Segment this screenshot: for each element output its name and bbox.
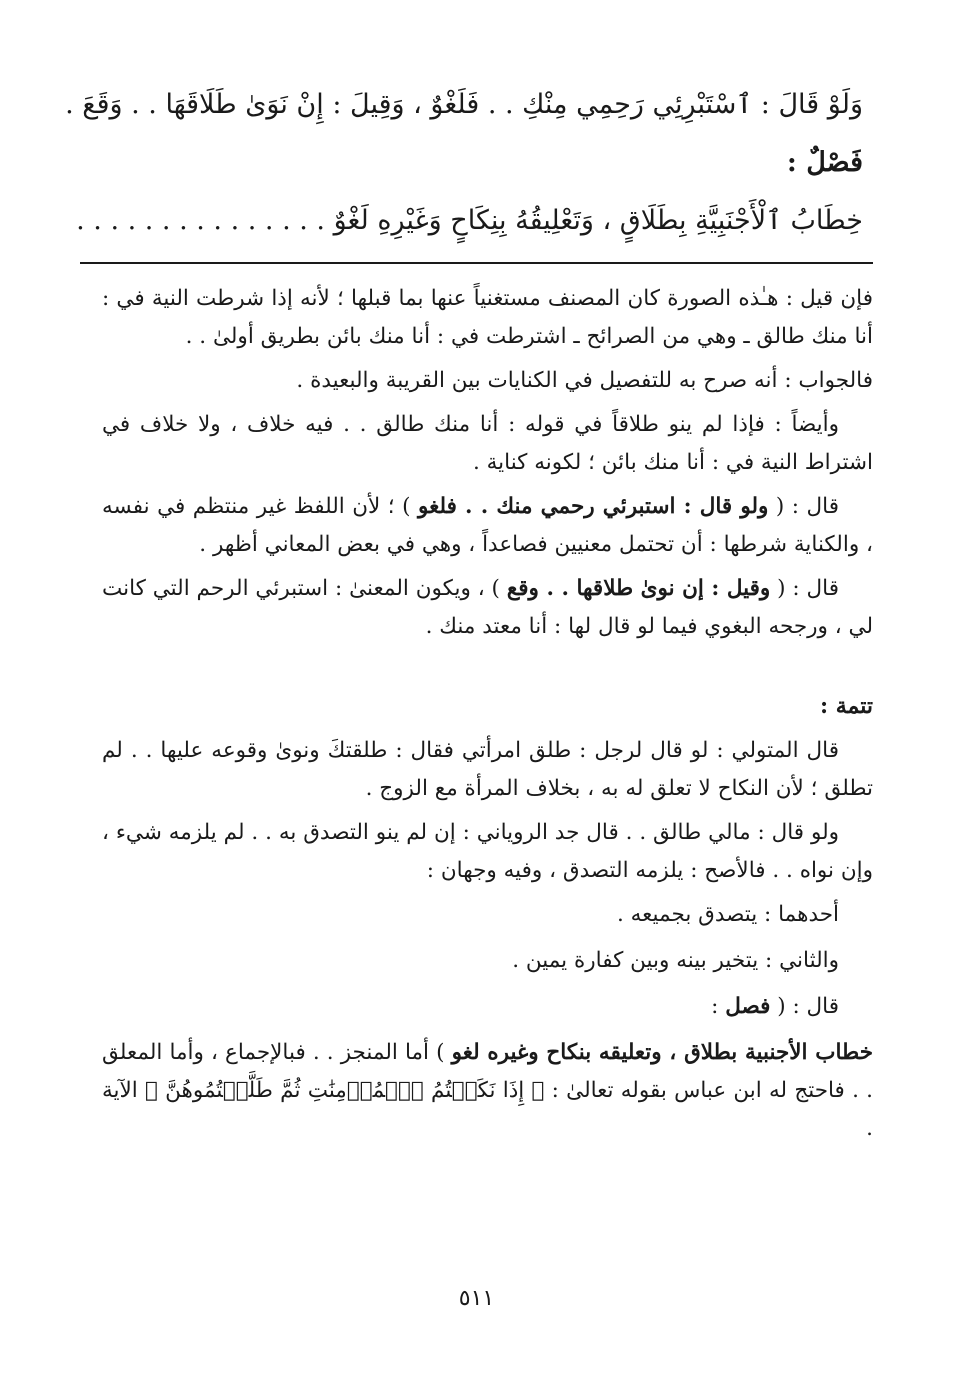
qala-prefix: قال : ( [777, 994, 839, 1019]
commentary-text: ) ؛ لأن اللفظ غير منتظم في نفسه ، والكناية شرطها : أن تحتمل معنيين فصاعداً ، وهي في بعض المعاني أظهر . [102, 494, 873, 557]
paragraph-answer: فالجواب : أنه صرح به للتفصيل في الكنايات بين القريبة والبعيدة . [296, 368, 873, 393]
paragraph-first-view: أحدهما : يتصدق بجميعه . [616, 902, 839, 927]
section-divider [80, 262, 873, 264]
matn-section [65, 76, 863, 250]
matn-line-3: خِطَابُ ٱلْأَجْنَبِيَّةِ بِطَلَاقٍ ، وَتَعْلِيقُهُ بِنِكَاحٍ وَغَيْرِهِ لَغْوٌ . . . . . . . . . . . . . . . [76, 205, 863, 236]
tatimma-heading: تتمة : [819, 693, 873, 719]
commentary-text: ) ، ويكون المعنىٰ : استبرئي الرحم التي كانت لي ، ورجحه البغوي فيما لو قال لها : أنا معتد منك . [102, 576, 873, 639]
matn-fasl-heading: فَصْلٌ : [786, 147, 863, 178]
quoted-matn: خطاب الأجنبية بطلاق ، وتعليقه بنكاح وغيره لغو [451, 1040, 873, 1065]
paragraph-question: فإن قيل : هـٰذه الصورة كان المصنف مستغنياً عنها بما قبلها ؛ لأنه إذا شرطت النية في : أنا منك طالق ـ وهي من الصرائح ـ اشترطت في : أنا منك بائن بطريق أولىٰ . . [102, 286, 873, 349]
paragraph-qala-2 [102, 570, 873, 646]
page-number: ٥١١ [458, 1286, 495, 1311]
commentary-text: ) أما المنجز . . فبالإجماع ، وأما المعلق . . فاحتج له ابن عباس بقوله تعالىٰ : ﴿ إِذَا نَكَحۡتُمُ ٱلۡمُؤۡمِنَٰتِ ثُمَّ طَلَّقۡتُمُوهُنَّ ﴾ الآية . [102, 1040, 873, 1141]
quoted-matn: فصل [725, 994, 771, 1019]
sharh-section [102, 280, 873, 1154]
paragraph-mali-taliq: ولو قال : مالي طالق . . قال جد الروياني : إن لم ينو التصدق به . . لم يلزمه شيء ، وإن نواه . . فالأصح : يلزمه التصدق ، وفيه وجهان : [102, 820, 873, 883]
paragraph-second-view: والثاني : يتخير بينه وبين كفارة يمين . [512, 948, 839, 973]
qala-prefix: قال : ( [775, 494, 840, 519]
paragraph-khitab [102, 1034, 873, 1148]
paragraph-qala-1 [102, 488, 873, 564]
commentary-text: : [711, 994, 719, 1019]
paragraph-also: وأيضاً : فإذا لم ينو طلاقاً في قوله : أنا منك طالق . . فيه خلاف ، ولا خلاف في اشتراط النية في : أنا منك بائن ؛ لكونه كناية . [102, 412, 873, 475]
quoted-matn: ولو قال : استبرئي رحمي منك . . فلغو [418, 494, 769, 519]
quoted-matn: وقيل : إن نوىٰ طلاقها . . وقع [506, 576, 771, 601]
qala-prefix: قال : ( [777, 576, 839, 601]
paragraph-qala-fasl [102, 988, 873, 1026]
matn-line-1: وَلَوْ قَالَ : ٱسْتَبْرِئِي رَحِمِي مِنْكِ . . فَلَغْوٌ ، وَقِيلَ : إِنْ نَوَىٰ طَلَاقَهَا . . وَقَعَ . [65, 89, 863, 120]
paragraph-mutawalli: قال المتولي : لو قال لرجل : طلق امرأتي فقال : طلقتكَ ونوىٰ وقوعه عليها . . لم تطلق ؛ لأن النكاح لا تعلق له به ، بخلاف المرأة مع الزوج . [102, 738, 873, 801]
